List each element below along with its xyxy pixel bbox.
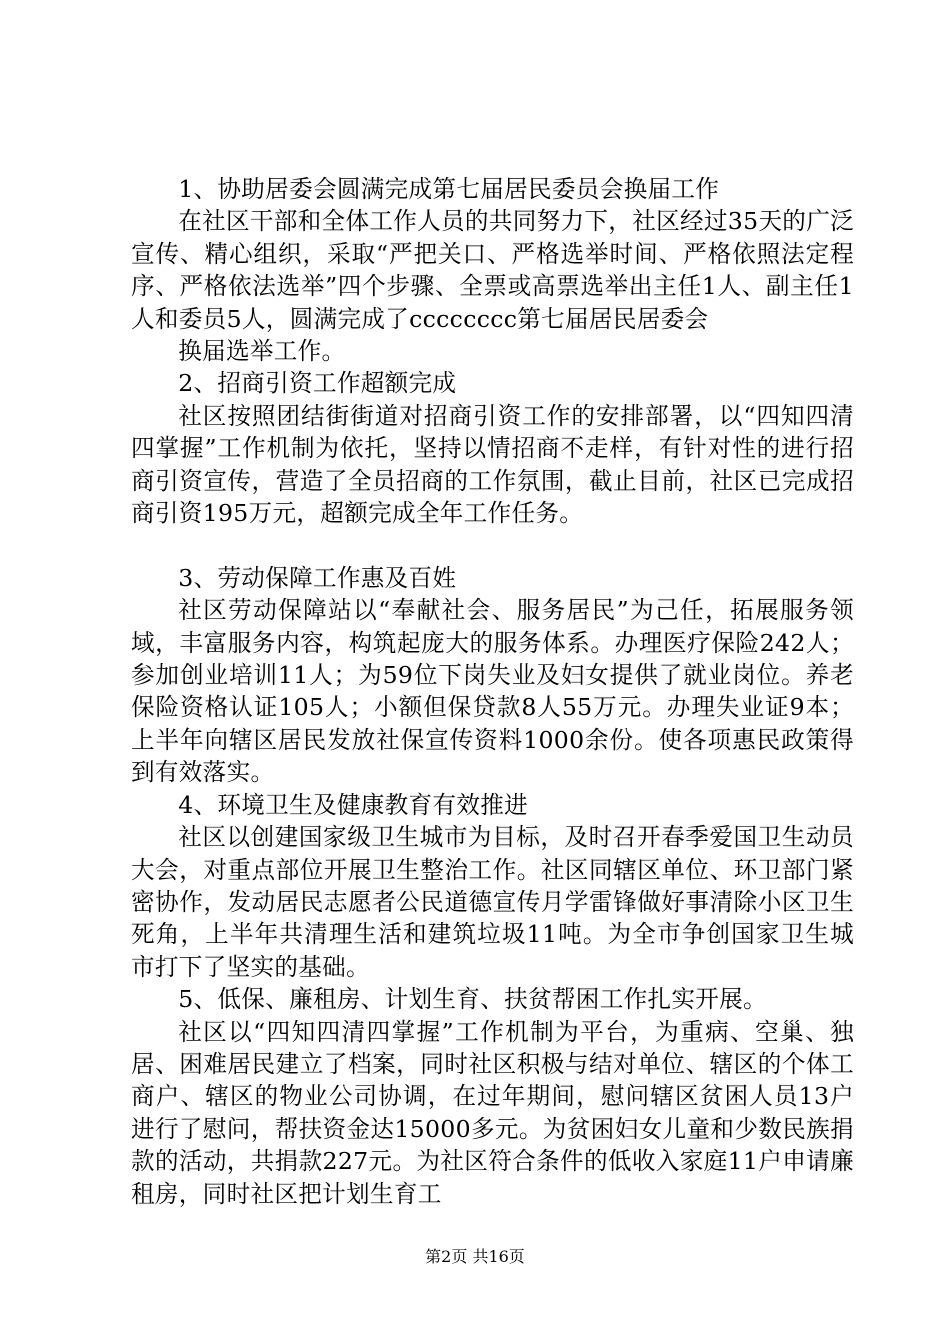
page-number-footer: 第2页 共16页	[425, 1247, 525, 1266]
section-heading-1: 1、协助居委会圆满完成第七届居民委员会换届工作	[178, 175, 720, 203]
section-heading-2: 2、招商引资工作超额完成	[178, 369, 457, 398]
paragraph-investment: 社区按照团结街街道对招商引资工作的安排部署，以“四知四清四掌握”工作机制为依托，坚持以情招商不走样，有针对性的进行招商引资宣传，营造了全员招商的工作氛围，截止目前，社区已完成招商引资195万元，超额完成全年工作任务。	[131, 401, 854, 528]
paragraph-welfare: 社区以“四知四清四掌握”工作机制为平台，为重病、空巢、独居、困难居民建立了档案，同时社区积极与结对单位、辖区的个体工商户、辖区的物业公司协调，在过年期间，慰问辖区贫困人员13户进行了慰问，帮扶资金达15000多元。为贫困妇女儿童和少数民族捐款的活动，共捐款227元。为社区符合条件的低收入家庭11户申请廉租房，同时社区把计划生育工	[131, 1017, 854, 1208]
paragraph-election-end: 换届选举工作。	[178, 337, 346, 366]
paragraph-sanitation: 社区以创建国家级卫生城市为目标，及时召开春季爱国卫生动员大会，对重点部位开展卫生整治工作。社区同辖区单位、环卫部门紧密协作，发动居民志愿者公民道德宣传月学雷锋做好事清除小区卫生死角，上半年共清理生活和建筑垃圾11吨。为全市争创国家卫生城市打下了坚实的基础。	[131, 823, 854, 981]
paragraph-election: 在社区干部和全体工作人员的共同努力下，社区经过35天的广泛宣传、精心组织，采取“严把关口、严格选举时间、严格依照法定程序、严格依法选举”四个步骤、全票或高票选举出主任1人、副主任1人和委员5人，圆满完成了cccccccc第七届居民居委会	[131, 207, 854, 333]
paragraph-labor: 社区劳动保障站以“奉献社会、服务居民”为己任，拓展服务领域，丰富服务内容，构筑起庞大的服务体系。办理医疗保险242人；参加创业培训11人；为59位下岗失业及妇女提供了就业岗位。养老保险资格认证105人；小额但保贷款8人55万元。办理失业证9本；上半年向辖区居民发放社保宣传资料1000余份。使各项惠民政策得到有效落实。	[131, 596, 854, 787]
section-heading-3: 3、劳动保障工作惠及百姓	[178, 563, 457, 592]
section-heading-4: 4、环境卫生及健康教育有效推进	[178, 790, 529, 819]
document-body	[131, 173, 854, 1210]
section-heading-5: 5、低保、廉租房、计划生育、扶贫帮困工作扎实开展。	[178, 985, 767, 1014]
